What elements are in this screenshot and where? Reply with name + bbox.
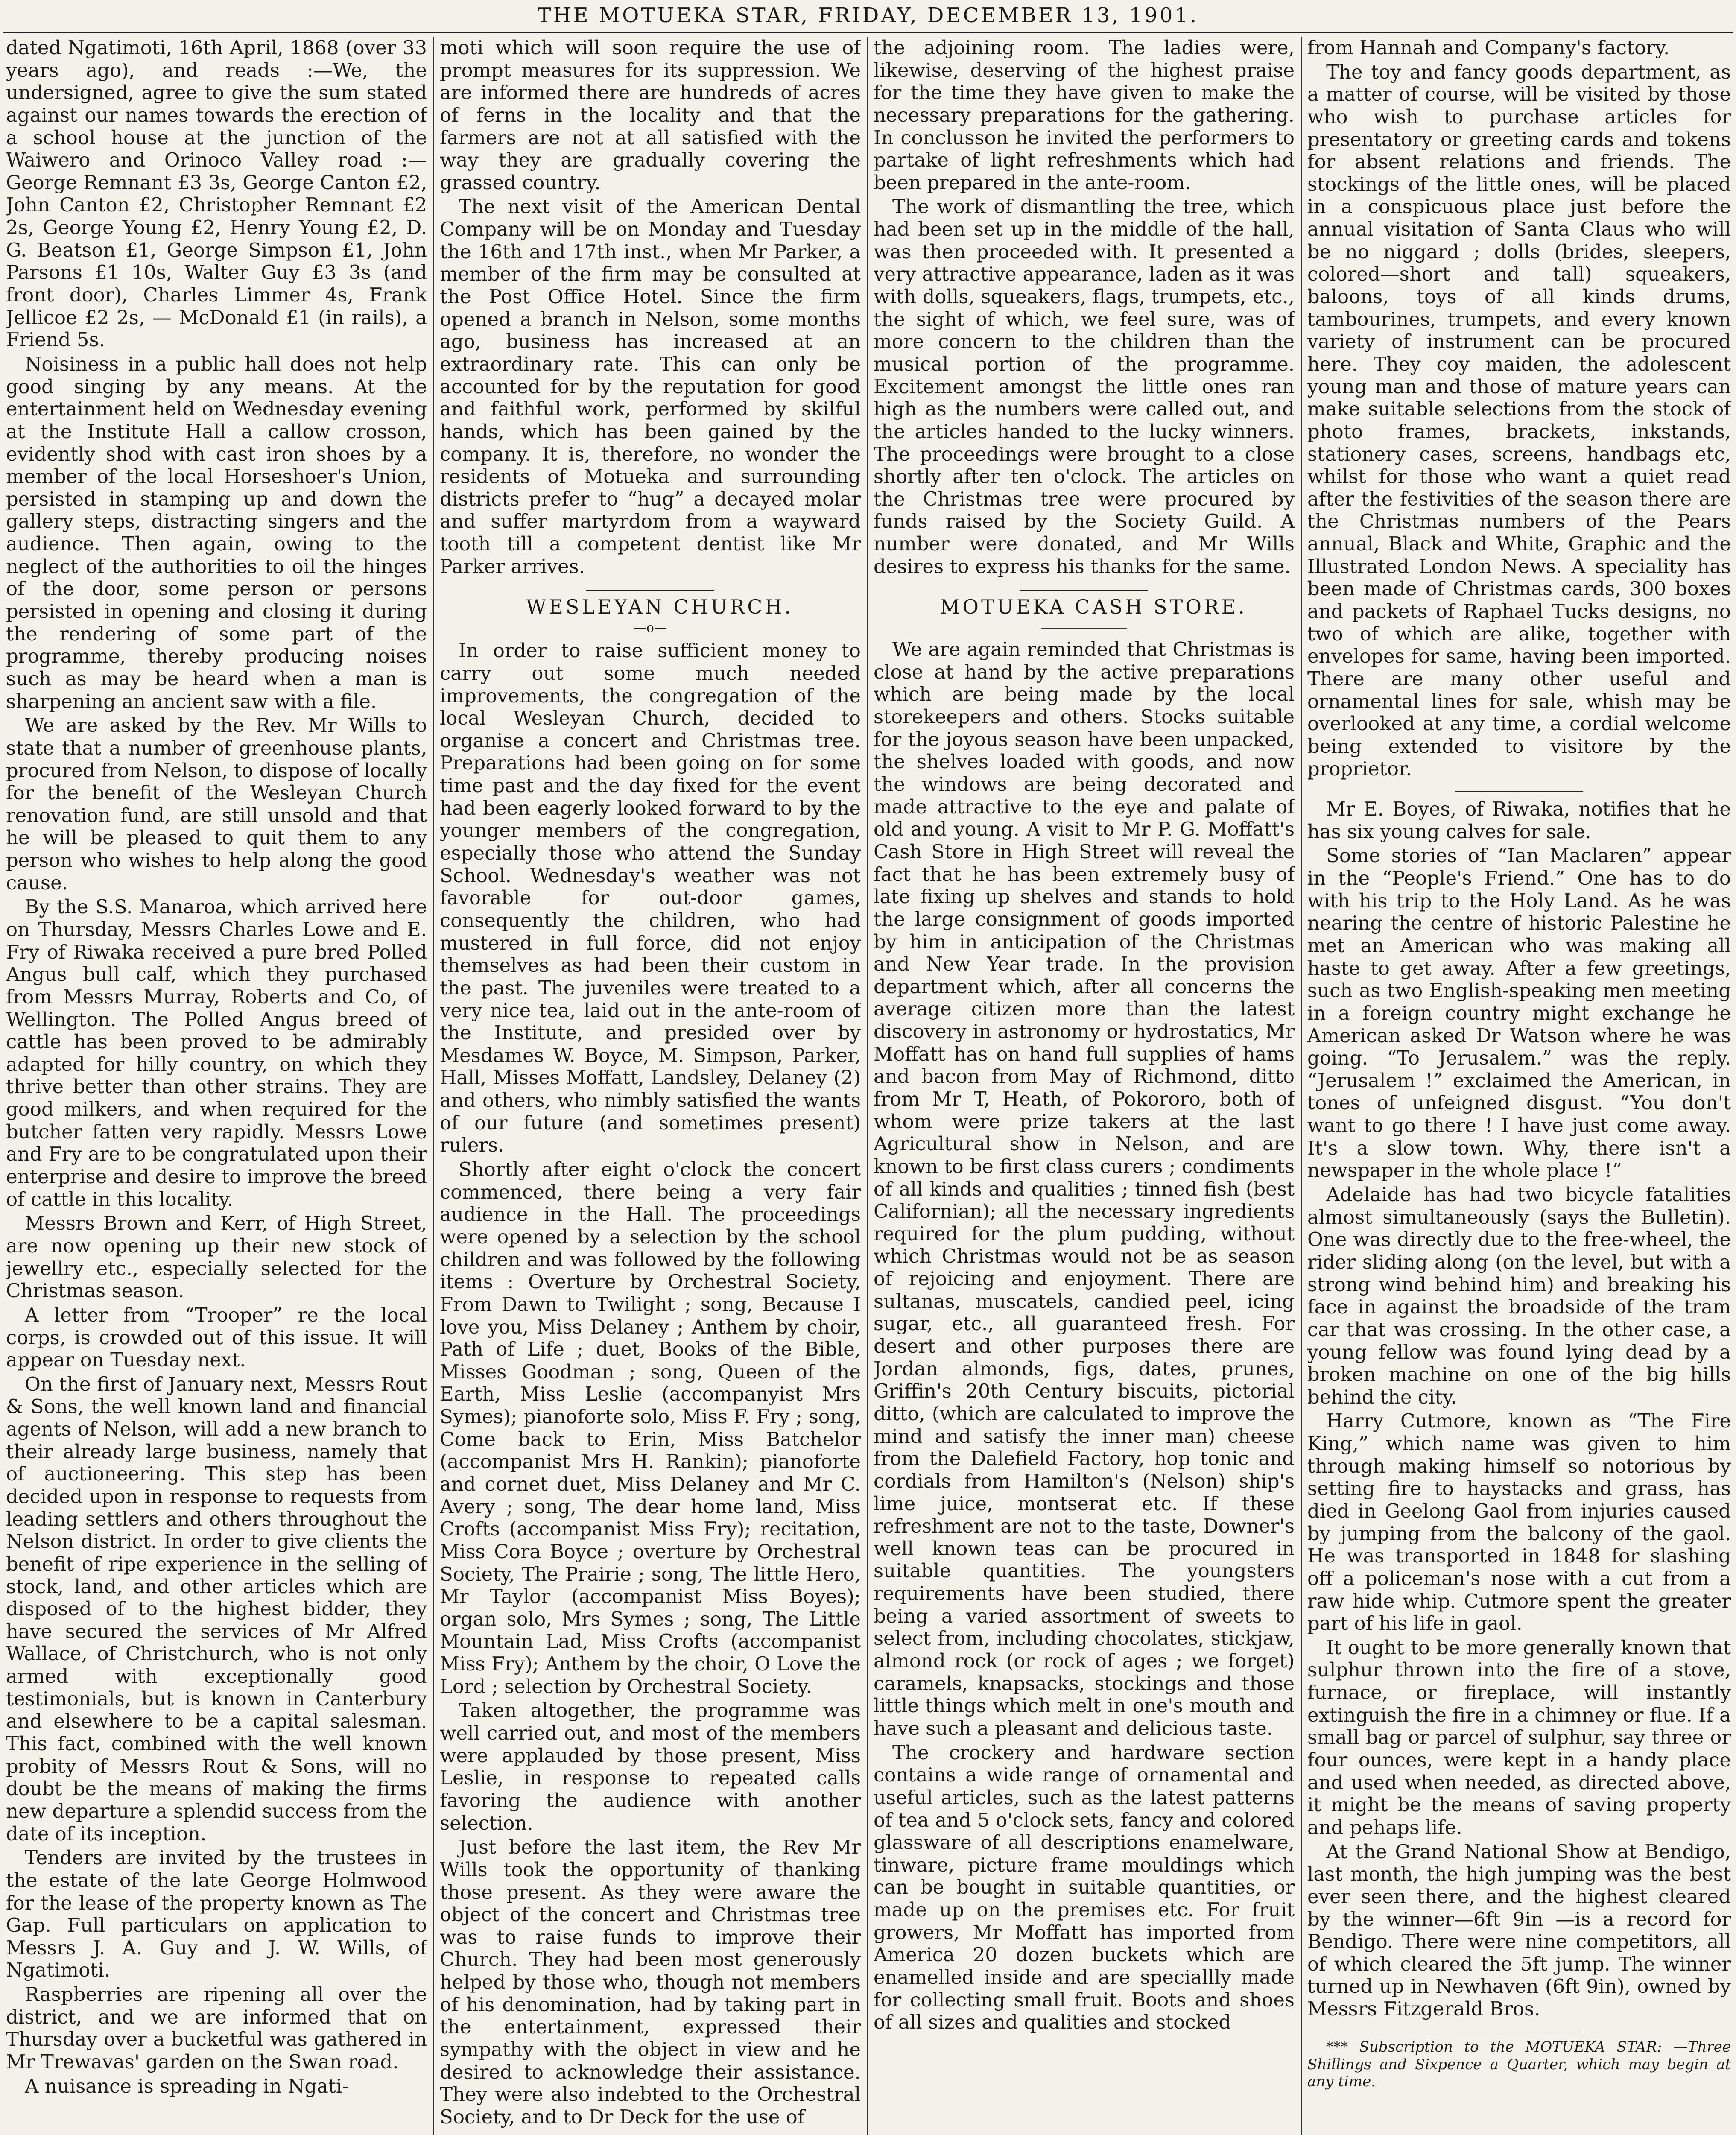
column-divider	[867, 37, 868, 2135]
paragraph: Adelaide has had two bicycle fatalities almost simultaneously (says the Bulletin). One was directly due to the free-wheel, the rider sliding along (on the level, but with a strong wind behind him) and breaking his face in against the broadside of the tram car that was crossing. In the other case, a young fellow was found lying dead by a broken machine on one of the big hills behind the city.	[1307, 1183, 1731, 1408]
column-divider	[1301, 37, 1302, 2135]
masthead: THE MOTUEKA STAR, FRIDAY, DECEMBER 13, 1901.	[537, 3, 1199, 27]
paragraph: from Hannah and Company's factory.	[1307, 37, 1670, 59]
masthead-rule	[3, 32, 1733, 33]
column-2	[440, 37, 861, 2135]
paragraph: Noisiness in a public hall does not help good singing by any means. At the entertainment held on Wednesday evening at the Institute Hall a callow crosson, evidently shod with cast iron shoes by a member of the local Horseshoer's Union, persisted in stamping up and down the gallery steps, distracting singers and the audience. Then again, owing to the neglect of the authorities to oil the hinges of the door, some person or persons persisted in opening and closing it during the rendering of some part of the programme, thereby producing noises such as may be heard when a man is sharpening an ancient saw with a file.	[6, 352, 427, 713]
paragraph: On the first of January next, Messrs Rout & Sons, the well known land and financial agents of Nelson, will add a new branch to their already large business, namely that of auctioneering. This step has been decided upon in response to requests from leading settlers and others throughout the Nelson district. In order to give clients the benefit of ripe experience in the selling of stock, land, and other articles which are disposed of to the highest bidder, they have secured the services of Mr Alfred Wallace, of Christchurch, who is not only armed with exceptionally good testimonials, but is known in Canterbury and elsewhere to be a capital salesman. This fact, combined with the well known probity of Messrs Rout & Sons, will no doubt be the means of making the firms new departure a splendid success from the date of its inception.	[6, 1372, 427, 1845]
paragraph: the adjoining room. The ladies were, likewise, deserving of the highest praise for the time they have given to make the necessary preparations for the gathering. In conclusson he invited the performers to partake of light refreshments which had been prepared in the ante-room.	[874, 37, 1295, 194]
column-4	[1307, 37, 1731, 2135]
section-heading-wesleyan: WESLEYAN CHURCH.	[526, 595, 794, 619]
paragraph: At the Grand National Show at Bendigo, last month, the high jumping was the best ever seen there, and the highest cleared by the winner—6ft 9in —is a record for Bendigo. There were nine competitors, all of which cleared the 5ft jump. The winner turned up in Newhaven (6ft 9in), owned by Messrs Fitzgerald Bros.	[1307, 1840, 1731, 2021]
paragraph: Just before the last item, the Rev Mr Wills took the opportunity of thanking those present. As they were aware the object of the concert and Christmas tree was to raise funds to improve their Church. They had been most generously helped by those who, though not members of his denomination, had by taking part in the entertainment, expressed their sympathy with the object in view and he desired to acknowledge their assistance. They were also indebted to the Orchestral Society, and to Dr Deck for the use of	[440, 1836, 861, 2128]
section-rule	[1020, 589, 1148, 592]
paragraph: In order to raise sufficient money to carry out some much needed improvements, the congregation of the local Wesleyan Church, decided to organise a concert and Christmas tree. Preparations had been going on for some time past and the day fixed for the event had been eagerly looked forward to by the younger members of the congregation, especially those who attend the Sunday School. Wednesday's weather was not favorable for out-door games, consequently the children, who had mustered in full force, did not enjoy themselves as had been their custom in the past. The juveniles were treated to a very nice tea, laid out in the ante-room of the Institute, and presided over by Mesdames W. Boyce, M. Simpson, Parker, Hall, Misses Moffatt, Landsley, Delaney (2) and others, who nimbly satisfied the wants of our future (and sometimes present) rulers.	[440, 639, 861, 1157]
paragraph: Harry Cutmore, known as “The Fire King,” which name was given to him through making himself so notorious by setting fire to haystacks and grass, has died in Geelong Gaol from injuries caused by jumping from the balcony of the gaol. He was transported in 1848 for slashing off a policeman's nose with a cut from a raw hide whip. Cutmore spent the greater part of his life in gaol.	[1307, 1410, 1731, 1635]
paragraph: The toy and fancy goods department, as a matter of course, will be visited by those who wish to purchase articles for presentatory or greeting cards and tokens for absent relations and friends. The stockings of the little ones, will be placed in a conspicuous place just before the annual visitation of Santa Claus who will be no niggard ; dolls (brides, sleepers, colored—short and tall) squeakers, baloons, toys of all kinds drums, tambourines, trumpets, and every known variety of instrument can be procured here. They coy maiden, the adolescent young man and those of mature years can make suitable selections from the stock of photo frames, brackets, inkstands, stationery cases, screens, handbags etc, whilst for those who want a quiet read after the festivities of the season there are the Christmas numbers of the Pears annual, Black and White, Graphic and the Illustrated London News. A speciality has been made of Christmas cards, 300 boxes and packets of Raphael Tucks designs, no two of which are alike, together with envelopes for same, having been imported. There are many other useful and ornamental lines for sale, whish may be overlooked at any time, a cordial welcome being extended to visitore by the proprietor.	[1307, 60, 1731, 780]
paragraph: dated Ngatimoti, 16th April, 1868 (over 33 years ago), and reads :—We, the undersigned, agree to give the sum stated against our names towards the erection of a school house at the junction of the Waiwero and Orinoco Valley road :—George Remnant £3 3s, George Canton £2, John Canton £2, Christopher Remnant £2 2s, George Young £2, Henry Young £2, D. G. Beatson £1, George Simpson £1, John Parsons £1 10s, Walter Guy £3 3s (and front door), Charles Limmer 4s, Frank Jellicoe £2 2s, — McDonald £1 (in rails), a Friend 5s.	[6, 37, 427, 351]
column-1	[6, 37, 427, 2135]
paragraph: We are again reminded that Christmas is close at hand by the active preparations which are being made by the local storekeepers and others. Stocks suitable for the joyous season have been unpacked, the shelves loaded with goods, and now the windows are being decorated and made attractive to the eye and palate of old and young. A visit to Mr P. G. Moffatt's Cash Store in High Street will reveal the fact that he has been extremely busy of late fixing up shelves and stands to hold the large consignment of goods imported by him in anticipation of the Christmas and New Year trade. In the provision department which, after all concerns the average citizen more than the latest discovery in astronomy or hydrostatics, Mr Moffatt has on hand full supplies of hams and bacon from May of Richmond, ditto from Mr T, Heath, of Pokororo, both of whom were prize takers at the last Agricultural show in Nelson, and are known to be first class curers ; condiments of all kinds and qualities ; tinned fish (best Californian); all the necessary ingredients required for the plum pudding, without which Christmas would not be as season of rejoicing and enjoyment. There are sultanas, muscatels, candied peel, icing sugar, etc., all guaranteed fresh. For desert and other purposes there are Jordan almonds, figs, dates, prunes, Griffin's 20th Century biscuits, pictorial ditto, (which are calculated to improve the mind and satisfy the inner man) cheese from the Dalefield Factory, hop tonic and cordials from Hamilton's (Nelson) ship's lime juice, montserat etc. If these refreshment are not to the taste, Downer's well known teas can be procured in suitable quantities. The youngsters requirements have been studied, there being a varied assortment of sweets to select from, including chocolates, stickjaw, almond rock (or rock of ages ; we forget) caramels, knapsacks, stockings and those little things which melt in one's mouth and have such a pleasant and delicious taste.	[874, 638, 1295, 1740]
paragraph: It ought to be more generally known that sulphur thrown into the fire of a stove, furnace, or fireplace, will instantly extinguish the fire in a chimney or flue. If a small bag or parcel of sulphur, say three or four ounces, were kept in a handy place and used when needed, as directed above, it might be the means of saving property and pehaps life.	[1307, 1636, 1731, 1839]
column-3	[874, 37, 1295, 2135]
paragraph: Taken altogether, the programme was well carried out, and most of the members were applauded by those present, Miss Leslie, in response to repeated calls favoring the audience with another selection.	[440, 1699, 861, 1834]
paragraph: A nuisance is spreading in Ngati-	[25, 2074, 349, 2097]
section-ornament: —o—	[633, 620, 667, 636]
section-rule	[1455, 791, 1583, 795]
paragraph: Tenders are invited by the trustees in the estate of the late George Holmwood for the lease of the property known as The Gap. Full particulars on application to Messrs J. A. Guy and J. W. Wills, of Ngatimoti.	[6, 1846, 427, 1982]
paragraph: Messrs Brown and Kerr, of High Street, are now opening up their new stock of jewellry etc., especially selected for the Christmas season.	[6, 1212, 427, 1302]
paragraph: moti which will soon require the use of prompt measures for its suppression. We are informed there are hundreds of acres of ferns in the locality and that the farmers are not at all satisfied with the way they are gradually covering the grassed country.	[440, 37, 861, 194]
paragraph: The next visit of the American Dental Company will be on Monday and Tuesday the 16th and 17th inst., when Mr Parker, a member of the firm may be consulted at the Post Office Hotel. Since the firm opened a branch in Nelson, some months ago, business has increased at an extraordinary rate. This can only be accounted for by the reputation for good and faithful work, performed by skilful hands, which has been gained by the company. It is, therefore, no wonder the residents of Motueka and surrounding districts prefer to “hug” a decayed molar and suffer martyrdom from a wayward tooth till a competent dentist like Mr Parker arrives.	[440, 195, 861, 578]
paragraph: Shortly after eight o'clock the concert commenced, there being a very fair audience in the Hall. The proceedings were opened by a selection by the school children and was followed by the following items : Overture by Orchestral Society, From Dawn to Twilight ; song, Because I love you, Miss Delaney ; Anthem by choir, Path of Life ; duet, Books of the Bible, Misses Goodman ; song, Queen of the Earth, Miss Leslie (accompanyist Mrs Symes); pianoforte solo, Miss F. Fry ; song, Come back to Erin, Miss Batchelor (accompanist Mrs H. Rankin); pianoforte and cornet duet, Miss Delaney and Mr C. Avery ; song, The dear home land, Miss Crofts (accompanist Miss Fry); recitation, Miss Cora Boyce ; overture by Orchestral Society, The Prairie ; song, The little Hero, Mr Taylor (accompanist Miss Boyes); organ solo, Mrs Symes ; song, The Little Mountain Lad, Miss Crofts (accompanist Miss Fry); Anthem by the choir, O Love the Lord ; selection by Orchestral Society.	[440, 1158, 861, 1698]
paragraph: A letter from “Trooper” re the local corps, is crowded out of this issue. It will appear on Tuesday next.	[6, 1303, 427, 1372]
section-rule	[1455, 2032, 1583, 2035]
paragraph: Mr E. Boyes, of Riwaka, notifies that he has six young calves for sale.	[1307, 798, 1731, 843]
paragraph: Some stories of “Ian Maclaren” appear in the “People's Friend.” One has to do with his trip to the Holy Land. As he was nearing the centre of historic Palestine he met an American who was making all haste to get away. After a few greetings, such as two English-speaking men meeting in a foreign country might exchange he American asked Dr Watson where he was going. “To Jerusalem.” was the reply. “Jerusalem !” exclaimed the American, in tones of unfeigned disgust. “You don't want to go there ! I have just come away. It's a slow town. Why, there isn't a newspaper in the whole place !”	[1307, 844, 1731, 1182]
paragraph: The crockery and hardware section contains a wide range of ornamental and useful articles, such as the latest patterns of tea and 5 o'clock sets, fancy and colored glassware of all descriptions enamelware, tinware, picture frame mouldings which can be bought in suitable quantities, or made up on the premises etc. For fruit growers, Mr Moffatt has imported from America 20 dozen buckets which are enamelled inside and are speciallly made for collecting small fruit. Boots and shoes of all sizes and qualities and stocked	[874, 1741, 1295, 2034]
paragraph: We are asked by the Rev. Mr Wills to state that a number of greenhouse plants, procured from Nelson, to dispose of locally for the benefit of the Wesleyan Church renovation fund, are still unsold and that he will be pleased to quit them to any person who wishes to help along the good cause.	[6, 714, 427, 894]
subscription-note: *** Subscription to the MOTUEKA STAR: —Three Shillings and Sixpence a Quarter, which may begin at any time.	[1307, 2038, 1731, 2091]
paragraph: By the S.S. Manaroa, which arrived here on Thursday, Messrs Charles Lowe and E. Fry of Riwaka received a pure bred Polled Angus bull calf, which they purchased from Messrs Murray, Roberts and Co, of Wellington. The Polled Angus breed of cattle has been proved to be admirably adapted for hilly country, on which they thrive better than other strains. They are good milkers, and when required for the butcher fatten very rapidly. Messrs Lowe and Fry are to be congratulated upon their enterprise and desire to improve the breed of cattle in this locality.	[6, 895, 427, 1211]
column-divider	[433, 37, 434, 2135]
paragraph: Raspberries are ripening all over the district, and we are informed that on Thursday over a bucketful was gathered in Mr Trewavas' garden on the Swan road.	[6, 1983, 427, 2074]
heading-underline	[1041, 628, 1127, 629]
section-heading-cash-store: MOTUEKA CASH STORE.	[940, 595, 1247, 619]
section-rule	[586, 589, 714, 592]
paragraph: The work of dismantling the tree, which had been set up in the middle of the hall, was then proceeded with. It presented a very attractive appearance, laden as it was with dolls, squeakers, flags, trumpets, etc., the sight of which, we feel sure, was of more concern to the children than the musical portion of the programme. Excitement amongst the little ones ran high as the numbers were called out, and the articles handed to the lucky winners. The proceedings were brought to a close shortly after ten o'clock. The articles on the Christmas tree were procured by funds raised by the Society Guild. A number were donated, and Mr Wills desires to express his thanks for the same.	[874, 195, 1295, 578]
